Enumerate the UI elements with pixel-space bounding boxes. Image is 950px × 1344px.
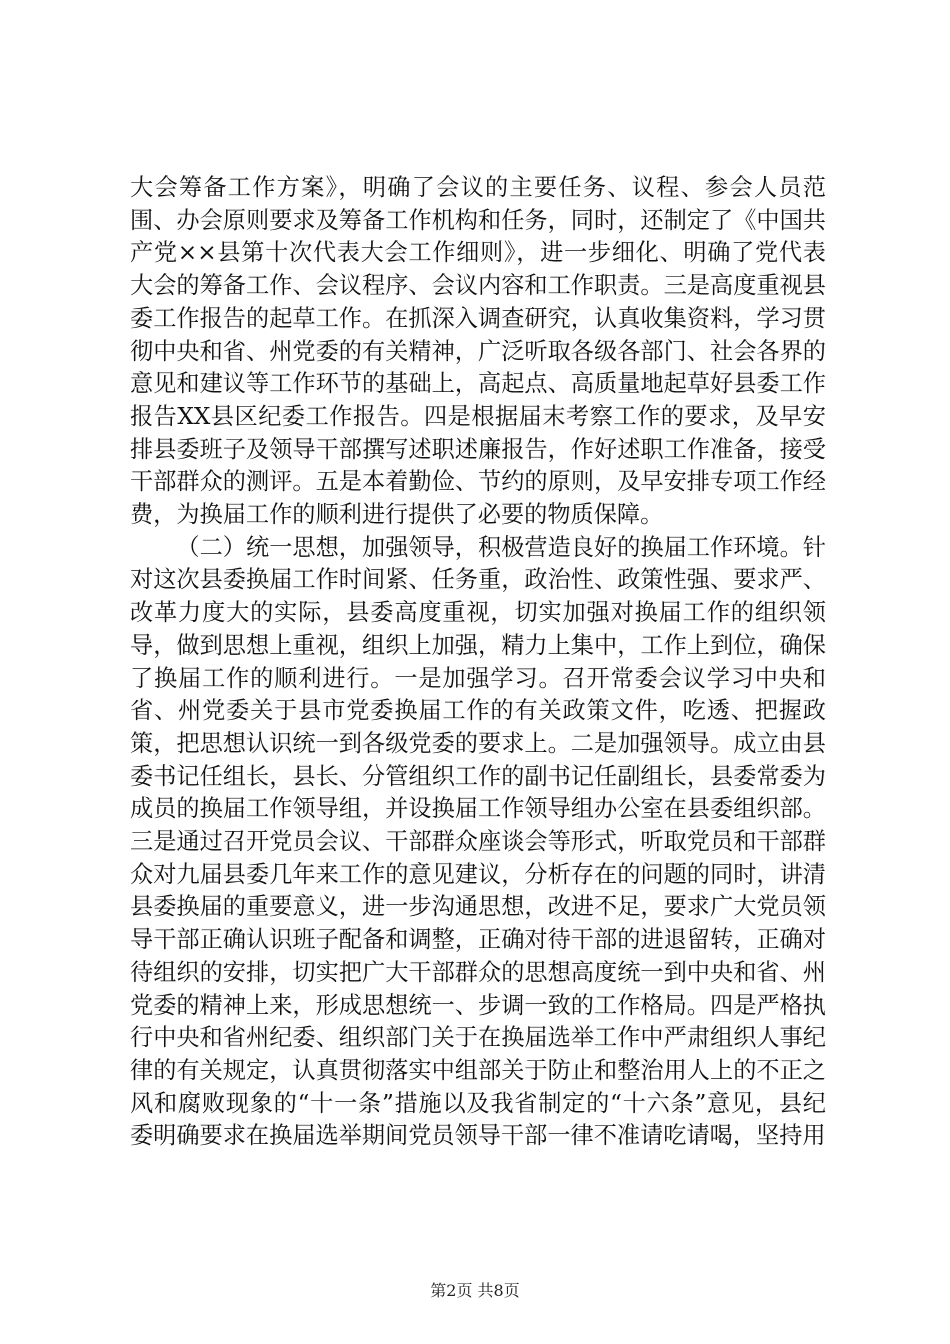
- paragraph-section-two: （二）统一思想，加强领导，积极营造良好的换届工作环境。针对这次县委换届工作时间紧、任务重，政治性、政策性强、要求严、改革力度大的实际，县委高度重视，切实加强对换届工作的组织领导，做到思想上重视，组织上加强，精力上集中，工作上到位，确保了换届工作的顺利进行。一是加强学习。召开常委会议学习中央和省、州党委关于县市党委换届工作的有关政策文件，吃透、把握政策，把思想认识统一到各级党委的要求上。二是加强领导。成立由县委书记任组长，县长、分管组织工作的副书记任副组长，县委常委为成员的换届工作领导组，并设换届工作领导组办公室在县委组织部。三是通过召开党员会议、干部群众座谈会等形式，听取党员和干部群众对九届县委几年来工作的意见建议，分析存在的问题的同时，讲清县委换届的重要意义，进一步沟通思想，改进不足，要求广大党员领导干部正确认识班子配备和调整，正确对待干部的进退留转，正确对待组织的安排，切实把广大干部群众的思想高度统一到中央和省、州党委的精神上来，形成思想统一、步调一致的工作格局。四是严格执行中央和省州纪委、组织部门关于在换届选举工作中严肃组织人事纪律的有关规定，认真贯彻落实中组部关于防止和整治用人上的不正之风和腐败现象的“十一条”措施以及我省制定的“十六条”意见，县纪委明确要求在换届选举期间党员领导干部一律不准请吃请喝，坚持用: [130, 533, 826, 1150]
- page-number-label: 第2页 共8页: [430, 1281, 520, 1300]
- document-body: [130, 172, 826, 1153]
- paragraph-continued: 大会筹备工作方案》，明确了会议的主要任务、议程、参会人员范围、办会原则要求及筹备工作机构和任务，同时，还制定了《中国共产党××县第十次代表大会工作细则》，进一步细化、明确了党代表大会的筹备工作、会议程序、会议内容和工作职责。三是高度重视县委工作报告的起草工作。在抓深入调查研究，认真收集资料，学习贯彻中央和省、州党委的有关精神，广泛听取各级各部门、社会各界的意见和建议等工作环节的基础上，高起点、高质量地起草好县委工作报告XX县区纪委工作报告。四是根据届末考察工作的要求，及早安排县委班子及领导干部撰写述职述廉报告，作好述职工作准备，接受干部群众的测评。五是本着勤俭、节约的原则，及早安排专项工作经费，为换届工作的顺利进行提供了必要的物质保障。: [130, 174, 826, 529]
- page-footer: [0, 1278, 950, 1301]
